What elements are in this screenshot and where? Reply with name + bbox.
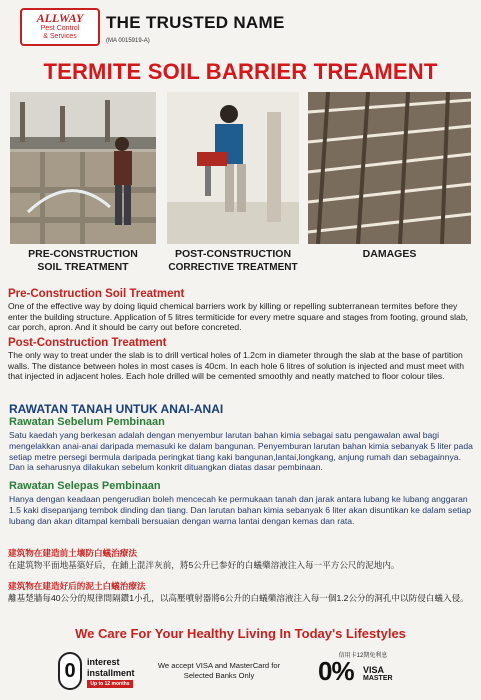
header <box>0 0 481 56</box>
post-construction-text: The only way to treat under the slab is to drill vertical holes of 1.2cm in diameter through the slab at the base of partition walls. The distance between holes in most cases is 40cm. In each hole 6 litres of solution is injected and must meet with that injected in adjacent holes. Each hole drilled will be cemented smoothly and neatly matched to floor colour tiles. <box>8 350 465 382</box>
post-construction-photo <box>167 92 299 244</box>
slogan: We Care For Your Healthy Living In Today's Lifestyles <box>75 626 406 641</box>
caption-post-construction <box>160 248 306 274</box>
pre-construction-text: One of the effective way by doing liquid chemical barriers work by killing or repelling subterranean termites before they enter the building structure. Application of 5 litres termiticide for every metre square and stages from footing, ground slab, car porch, apron. And it should be carry out before concreted. <box>8 301 469 333</box>
caption-pre-line-2: SOIL TREATMENT <box>37 261 129 273</box>
chinese-post-heading: 建筑物在建造好后的泥土白蟻治療法 <box>8 581 146 591</box>
company-logo <box>20 8 100 46</box>
caption-damages <box>308 248 471 261</box>
caption-pre-line-1: PRE-CONSTRUCTION <box>28 248 138 260</box>
malay-post-text: Hanya dengan keadaan pengerudian boleh mencecah ke permukaan tanah dan jarak antara lubang ke lubang anggaran 1.5 kaki disepanjang tembok dinding dan tiang. Dan larutan bahan kimia sebanyak 6 liter akan disuntikan ke dalam setiap lubang dan akan ditampal kembali bersuaian dengan warna lantai dengan kemas dan rata. <box>9 494 471 526</box>
chinese-installment-note: 信用卡12期免利息 <box>338 653 388 659</box>
mastercard-logo: MASTER <box>363 675 393 682</box>
tagline: THE TRUSTED NAME <box>106 13 285 32</box>
card-acceptance-note: We accept VISA and MasterCard for Selected Banks Only <box>157 661 281 680</box>
malay-pre-heading: Rawatan Sebelum Pembinaan <box>9 416 165 428</box>
pre-construction-photo <box>10 92 156 244</box>
pre-construction-heading: Pre-Construction Soil Treatment <box>8 288 185 300</box>
malay-post-heading: Rawatan Selepas Pembinaan <box>9 480 161 492</box>
logo-sub-1: Pest Control <box>40 25 80 32</box>
zero-interest-badge: 0 <box>58 652 82 690</box>
malay-heading: RAWATAN TANAH UNTUK ANAI-ANAI <box>9 402 224 416</box>
chinese-post-text: 離基楚牆每40公分的規律間隔鑽1小孔，以高壓噴射器將6公升的白蟻藥溶液注入每一個1.2公分的洞孔中以防侵白蟻入侵。 <box>8 593 469 603</box>
page-title: TERMITE SOIL BARRIER TREAMENT <box>43 59 438 84</box>
caption-post-line-1: POST-CONSTRUCTION <box>174 248 292 260</box>
zero-percent-label: 0% <box>318 656 354 686</box>
logo-sub-2: & Services <box>43 33 77 40</box>
caption-damages-line-1: DAMAGES <box>362 248 417 260</box>
installment-label: installment <box>87 668 135 678</box>
damages-photo <box>308 92 471 244</box>
visa-logo: VISA <box>363 665 385 675</box>
chinese-pre-heading: 建筑物在建造前土壤防白蟻治療法 <box>8 548 137 558</box>
registration-number: (MA 0015919-A) <box>106 38 150 44</box>
installment-period-badge: Up to 12 months <box>87 680 133 688</box>
logo-name: ALLWAY <box>36 11 84 25</box>
post-construction-heading: Post-Construction Treatment <box>8 337 167 349</box>
malay-pre-text: Satu kaedah yang berkesan adalah dengan menyembur larutan bahan kimia sebagai satu pengawalan awal bagi mengelakkan anai-anai daripada memasuki ke dalam bangunan. Penyemburan larutan bahan kimia sebanyak 5 liter pada setiap metre persegi bermula daripada peringkat tiang kaki bangunan,lantai,longkang, anjung rumah dan sebagainnya. Dan ia seharusnya dilakukan sebelum konkrit dituangkan diatas dasar pembinaan. <box>9 430 473 473</box>
interest-label: interest <box>87 657 120 667</box>
photo-captions <box>10 248 471 282</box>
photo-row <box>10 92 471 244</box>
caption-pre-construction <box>10 248 156 274</box>
caption-post-line-2: CORRECTIVE TREATMENT <box>168 262 298 273</box>
footer <box>0 644 481 700</box>
chinese-pre-text: 在建筑物平面地基築好后，在鋪上混泮灰前，將5公升已参好的白蟻藥溶液注入每一平方公尺的泥地内。 <box>8 560 400 570</box>
